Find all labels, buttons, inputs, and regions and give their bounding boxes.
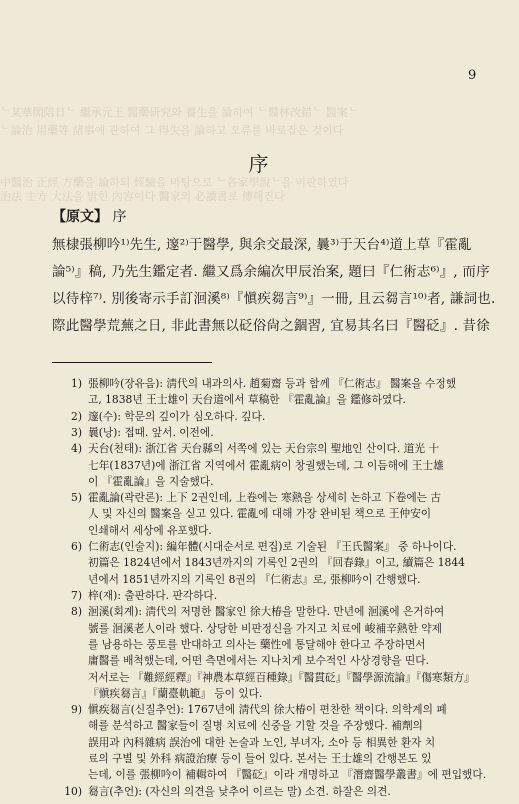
footnote-line: 張柳吟(장유음): 淸代의 내과의사. 趙菊齋 등과 함께 『仁術志』 醫案을 수정했 (88, 377, 457, 390)
footnote-line: 初篇은 1824년에서 1843년까지의 기록인 2권의 『回春錄』이고, 續篇은 1844 (88, 556, 465, 570)
footnote-text (88, 702, 505, 784)
footnote-number: 4) (71, 442, 82, 456)
footnote-text (88, 425, 505, 441)
section-heading: 序 (248, 152, 271, 176)
footnote-number: 10) (64, 784, 82, 798)
footnote-line: 人 및 자신의 醫案을 싣고 있다. 霍亂에 대해 가장 완비된 책으로 王仲安이 (88, 507, 432, 521)
footnote-line: 曩(낭): 접때. 앞서. 이전에. (88, 425, 214, 439)
bleed-through-line: 治法 主方 大法을 밝힌 內容이다 醫家의 必讀書로 傳해진다 (0, 190, 285, 203)
footnote-line: 인쇄해서 세상에 유포했다. (88, 523, 212, 537)
footnote-number: 1) (71, 377, 82, 390)
footnote-line: 를 남용하는 풍토를 반대하고 의사는 藥性에 통달해야 한다고 주장하면서 (88, 637, 426, 651)
footnote-number: 8) (71, 605, 82, 619)
footnote-line: 霍亂論(곽란론): 上下 2권인데, 上卷에는 寒熱을 상세히 논하고 下卷에는 古 (88, 491, 442, 505)
footnote-line: 洄溪(회계): 淸代의 저명한 醫家인 徐大椿을 말한다. 만년에 洄溪에 은거하여 (88, 605, 445, 619)
footnote-rule (52, 362, 212, 363)
body-line: 以待梓⁷⁾. 別後寄示手訂洄溪⁸⁾『愼疾芻言⁹⁾』一冊, 且云芻言¹⁰⁾者, 謙詞也. (52, 291, 496, 307)
original-tag: 【原文】 (52, 209, 108, 225)
footnote-line: 愼疾芻言(신질추언): 1767년에 淸代의 徐大椿이 편찬한 책이다. 의학계의 폐 (88, 703, 447, 717)
bleed-through-line: ᄂ論治 用藥等 諸事에 관하여 그 得失을 論하고 오류를 바로잡은 것이다 (0, 124, 344, 137)
footnote-line: 저서로는 『難經經釋』『神農本草經百種錄』『醫貫砭』『醫學源流論』『傷寒類方』 (88, 670, 475, 684)
footnote-text (88, 784, 505, 800)
body-line: 論⁵⁾』稿, 乃先生鑑定者. 繼又爲余編次甲辰治案, 題曰『仁術志⁶⁾』, 而序 (52, 264, 490, 280)
original-text-label (52, 206, 126, 226)
footnote-line: 梓(재): 출판하다. 판각하다. (88, 589, 218, 602)
bleed-through-line: ᄂ某華閣陪日ᄂ 繼承元王 醫藥研究와 養生을 論하여 ᄂ醫林改錯ᄂ 醫案ᄂ (0, 106, 359, 119)
footnote-line: 天台(천태): 浙江省 天台縣의 서쪽에 있는 天台宗의 聖地인 산이다. 道光 十 (88, 442, 440, 456)
footnote-text (88, 441, 505, 490)
footnote-number: 6) (71, 540, 82, 554)
footnote-line: 誤用과 內科雜病 誤治에 대한 논술과 노인, 부녀자, 소아 등 相異한 환자 치 (88, 735, 436, 749)
footnote-text (88, 539, 505, 588)
footnote-line: 號를 洄溪老人이라 했다. 상당한 비판정신을 가지고 치료에 峻補辛熱한 약제 (88, 621, 442, 635)
page-number: 9 (468, 68, 477, 83)
body-line: 無棣張柳吟¹⁾先生, 邃²⁾于醫學, 與余交最深, 曩³⁾于天台⁴⁾道上草『霍亂 (52, 237, 472, 253)
footnote-line: 『愼疾芻言』『蘭臺軌範』 등이 있다. (88, 686, 263, 700)
footnote-line: 는데, 이를 張柳吟이 補輯하여 『醫砭』이라 개명하고 『潛齋醫學叢書』에 편입했다. (88, 768, 487, 782)
footnote-text (88, 376, 505, 409)
footnote-number: 7) (71, 589, 82, 602)
footnote-line: 고, 1838년 王士雄이 天台道에서 草稿한 『霍亂論』을 鑑修하였다. (88, 393, 406, 407)
footnote-text (88, 490, 505, 539)
footnote-number: 5) (71, 491, 82, 505)
footnote-line: 년에서 1851년까지의 기록인 8권의 『仁術志』로, 張柳吟이 간행했다. (88, 572, 421, 586)
footnote-text (88, 409, 505, 425)
original-title: 序 (112, 209, 127, 225)
footnote-line: 庸醫를 배척했는데, 어떤 측면에서는 지나치게 보수적인 사상경향을 띤다. (88, 654, 430, 668)
footnote-line: 仁術志(인술지): 編年體(시대순서로 편집)로 기술된 『王氏醫案』 중 하나이다. (88, 540, 457, 554)
footnote-number: 9) (71, 703, 82, 717)
footnote-line: 七年(1837년)에 浙江省 지역에서 霍亂病이 창궐했는데, 그 이듬해에 王士雄 (88, 458, 444, 472)
footnote-line: 邃(수): 학문의 깊이가 심오하다. 깊다. (88, 409, 266, 423)
footnote-number: 3) (71, 425, 82, 439)
footnote-line: 료의 구별 및 外科 病證治療 등이 들어 있다. 본서는 王士雄의 간행본도 있 (88, 752, 432, 766)
footnote-text (88, 588, 505, 604)
footnote-line: 이 『霍亂論』을 지술했다. (88, 474, 214, 488)
footnote-number: 2) (71, 409, 82, 423)
body-line: 際此醫學荒蕪之日, 非此書無以砭俗尙之錮習, 宜易其名曰『醫砭』. 昔徐 (52, 318, 490, 334)
footnote-text (88, 604, 505, 702)
footnote-line: 해를 분석하고 醫家들이 질병 치료에 신중을 기할 것을 주장했다. 補劑의 (88, 719, 423, 733)
footnote-line: 芻言(추언): (자신의 의견을 낮추어 이르는 말) 소견. 하잘은 의견. (88, 784, 391, 798)
bleed-through-line: 中醫治 正經 方藥을 論하되 經驗을 바탕으로 ᄂ各家學說ᄂ을 비판하였다 (0, 176, 349, 189)
